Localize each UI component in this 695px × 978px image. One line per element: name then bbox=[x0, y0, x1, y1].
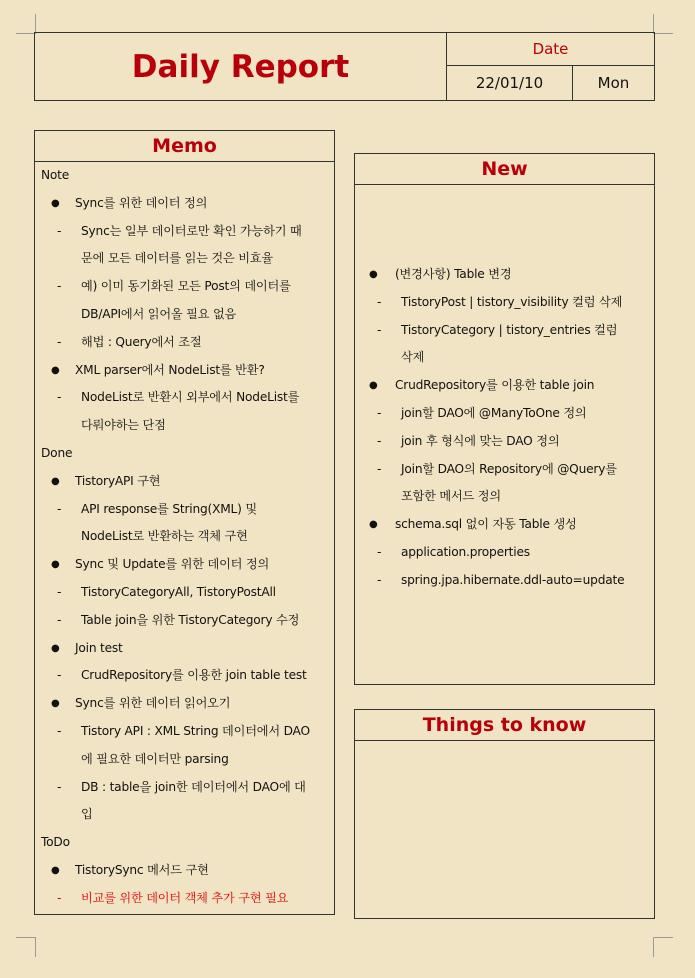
memo-section bbox=[34, 130, 335, 915]
bullet-item: ● XML parser에서 NodeList를 반환? bbox=[35, 357, 334, 385]
sub-item: - Tistory API : XML String 데이터에서 DAO bbox=[35, 718, 334, 746]
bullet-item: ● Sync 및 Update를 위한 데이터 정의 bbox=[35, 551, 334, 579]
memo-content bbox=[35, 162, 334, 913]
sub-item: - spring.jpa.hibernate.ddl-auto=update bbox=[355, 567, 654, 595]
things-to-know-title: Things to know bbox=[355, 710, 654, 741]
sub-item: - 예) 이미 동기화된 모든 Post의 데이터를 bbox=[35, 273, 334, 301]
section-label: Done bbox=[41, 445, 73, 460]
corner-mark-bottom-left bbox=[16, 937, 36, 957]
sub-item-continuation: 포함한 메서드 정의 bbox=[401, 489, 501, 504]
bullet-item: ● TistoryAPI 구현 bbox=[35, 468, 334, 496]
bullet-item: ● (변경사항) Table 변경 bbox=[355, 261, 654, 289]
sub-item: - 비교를 위한 데이터 객체 추가 구현 필요 bbox=[35, 885, 334, 913]
corner-mark-top-left bbox=[16, 14, 36, 34]
sub-item-continuation: DB/API에서 읽어올 필요 없음 bbox=[81, 306, 237, 321]
sub-item: - application.properties bbox=[355, 539, 654, 567]
sub-item: - join 후 형식에 맞는 DAO 정의 bbox=[355, 428, 654, 456]
sub-item: - TistoryCategoryAll, TistoryPostAll bbox=[35, 579, 334, 607]
sub-item-continuation: NodeList로 반환하는 객체 구현 bbox=[81, 529, 248, 544]
new-content bbox=[355, 185, 654, 595]
bullet-item: ● CrudRepository를 이용한 table join bbox=[355, 372, 654, 400]
sub-item: - TistoryPost | tistory_visibility 컬럼 삭제 bbox=[355, 289, 654, 317]
sub-item-continuation: 문에 모든 데이터를 읽는 것은 비효율 bbox=[81, 251, 273, 266]
report-title: Daily Report bbox=[35, 33, 447, 100]
day-value: Mon bbox=[597, 74, 630, 92]
sub-item: - Table join을 위한 TistoryCategory 수정 bbox=[35, 607, 334, 635]
date-value: 22/01/10 bbox=[447, 66, 573, 100]
section-label: Note bbox=[41, 168, 70, 182]
sub-item: - DB : table을 join한 데이터에서 DAO에 대 bbox=[35, 774, 334, 802]
bullet-item: ● Join test bbox=[35, 635, 334, 663]
sub-item-continuation: 삭제 bbox=[401, 350, 425, 365]
corner-mark-bottom-right bbox=[653, 937, 673, 957]
report-header bbox=[34, 32, 655, 101]
memo-title: Memo bbox=[35, 131, 334, 162]
bullet-item: ● Sync를 위한 데이터 읽어오기 bbox=[35, 690, 334, 718]
sub-item: - Join할 DAO의 Repository에 @Query를 bbox=[355, 456, 654, 484]
sub-item-continuation: 다뤄야하는 단점 bbox=[81, 418, 166, 433]
sub-item: - 해법 : Query에서 조절 bbox=[35, 329, 334, 357]
sub-item: - NodeList로 반환시 외부에서 NodeList를 bbox=[35, 384, 334, 412]
new-title: New bbox=[355, 154, 654, 185]
date-label: Date bbox=[447, 33, 654, 66]
sub-item: - Sync는 일부 데이터로만 확인 가능하기 때 bbox=[35, 218, 334, 246]
sub-item-continuation: 입 bbox=[81, 807, 93, 822]
bullet-item: ● schema.sql 없이 자동 Table 생성 bbox=[355, 511, 654, 539]
sub-item: - join할 DAO에 @ManyToOne 정의 bbox=[355, 400, 654, 428]
sub-item: - API response를 String(XML) 및 bbox=[35, 496, 334, 524]
section-label: ToDo bbox=[41, 835, 70, 850]
sub-item: - CrudRepository를 이용한 join table test bbox=[35, 662, 334, 690]
bullet-item: ● Sync를 위한 데이터 정의 bbox=[35, 190, 334, 218]
corner-mark-top-right bbox=[653, 14, 673, 34]
sub-item: - TistoryCategory | tistory_entries 컬럼 bbox=[355, 317, 654, 345]
new-section bbox=[354, 153, 655, 685]
things-to-know-section bbox=[354, 709, 655, 919]
bullet-item: ● TistorySync 메서드 구현 bbox=[35, 857, 334, 885]
sub-item-continuation: 에 필요한 데이터만 parsing bbox=[81, 751, 229, 766]
